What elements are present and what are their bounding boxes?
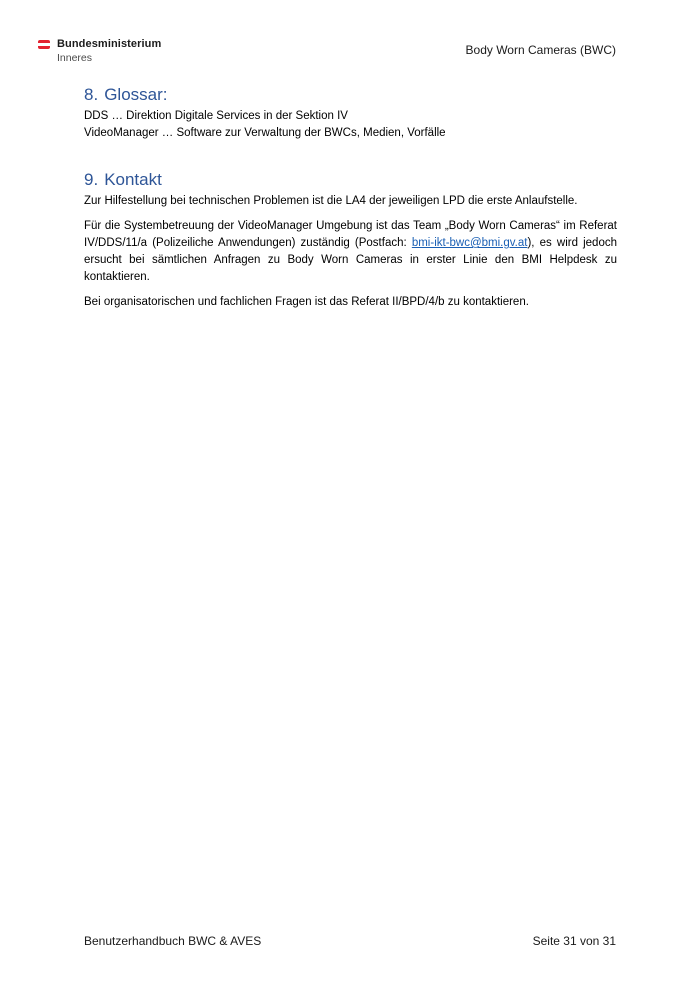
footer-document-name: Benutzerhandbuch BWC & AVES	[84, 934, 262, 948]
paragraph-system-support	[84, 218, 617, 286]
heading-kontakt	[84, 169, 617, 191]
heading-glossar	[84, 84, 617, 106]
page-content	[84, 84, 617, 319]
logo-ministry-name: Bundesministerium	[57, 38, 162, 50]
paragraph-technical-support: Zur Hilfestellung bei technischen Problemen ist die LA4 der jeweiligen LPD die erste Anlaufstelle.	[84, 195, 578, 207]
support-email-link[interactable]: bmi-ikt-bwc@bmi.gv.at	[411, 237, 528, 249]
paragraph-system-support-text-after: ), es wird jedoch ersucht bei sämtlichen Anfragen zu Body Worn Cameras in erster Linie den BMI Helpdesk zu kontaktieren.	[84, 237, 617, 283]
heading-kontakt-title: Kontakt	[104, 170, 162, 189]
document-header-title: Body Worn Cameras (BWC)	[465, 43, 616, 57]
austria-flag-icon	[38, 40, 50, 50]
heading-glossar-number: 8.	[84, 85, 99, 104]
section-glossar	[84, 84, 617, 142]
glossary-entry: DDS … Direktion Digitale Services in der Sektion IV	[84, 110, 348, 122]
logo-ministry-subtitle: Inneres	[57, 52, 93, 64]
footer-page-number: Seite 31 von 31	[532, 934, 616, 948]
heading-kontakt-number: 9.	[84, 170, 99, 189]
heading-glossar-title: Glossar:	[104, 85, 168, 104]
glossary-entry: VideoManager … Software zur Verwaltung der BWCs, Medien, Vorfälle	[84, 127, 446, 139]
paragraph-system-support-text-before: Für die Systembetreuung der VideoManager Umgebung ist das Team „Body Worn Cameras“ im Referat IV/DDS/11/a (Polizeiliche Anwendungen) zuständig (Postfach:	[84, 220, 617, 249]
section-kontakt	[84, 169, 617, 311]
paragraph-organisational-questions: Bei organisatorischen und fachlichen Fragen ist das Referat II/BPD/4/b zu kontaktieren.	[84, 296, 529, 308]
ministry-logo	[38, 38, 178, 68]
